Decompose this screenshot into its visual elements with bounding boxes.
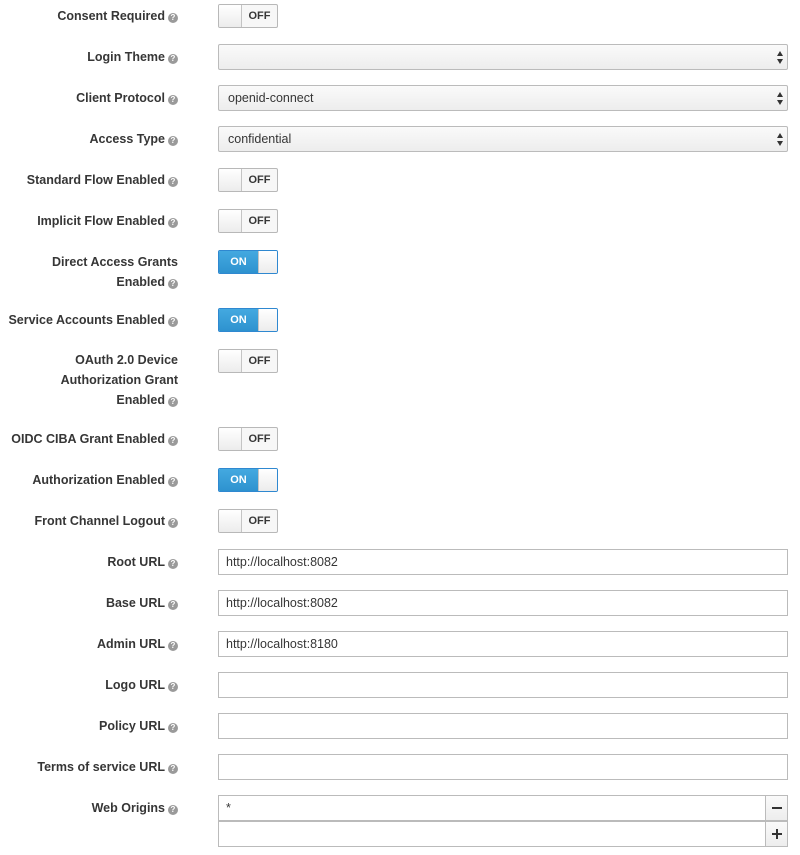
field-label-line2: Authorization Grant <box>60 373 178 387</box>
toggle-knob <box>219 169 242 191</box>
terms-of-service-url-input[interactable] <box>218 754 788 780</box>
add-web-origin-button[interactable] <box>765 821 788 847</box>
toggle-knob <box>219 210 242 232</box>
help-icon[interactable]: ? <box>168 95 178 105</box>
field-label: Policy URL <box>99 719 165 733</box>
toggle-state: ON <box>219 469 258 491</box>
toggle-knob <box>258 309 277 331</box>
field-label: Admin URL <box>96 637 165 651</box>
select-value: confidential <box>228 132 292 146</box>
field-label: Terms of service URL <box>37 760 165 774</box>
select-value: openid-connect <box>228 91 314 105</box>
authorization-enabled-toggle[interactable] <box>218 468 278 492</box>
up-down-caret-icon <box>777 92 783 105</box>
policy-url-input[interactable] <box>218 713 788 739</box>
help-icon[interactable]: ? <box>168 641 178 651</box>
field-label: Client Protocol <box>76 91 165 105</box>
toggle-state: OFF <box>248 433 271 445</box>
field-label-line1: Direct Access Grants <box>52 255 178 269</box>
help-icon[interactable]: ? <box>168 805 178 815</box>
field-label-line3: Enabled <box>116 393 165 407</box>
toggle-state: OFF <box>248 355 271 367</box>
help-icon[interactable]: ? <box>168 559 178 569</box>
help-icon[interactable]: ? <box>168 477 178 487</box>
oidc-ciba-toggle[interactable] <box>218 427 278 451</box>
field-label: Consent Required <box>57 9 165 23</box>
toggle-state: OFF <box>248 174 271 186</box>
help-icon[interactable]: ? <box>168 317 178 327</box>
remove-web-origin-button[interactable] <box>765 795 788 821</box>
standard-flow-toggle[interactable] <box>218 168 278 192</box>
field-label: OIDC CIBA Grant Enabled <box>11 432 165 446</box>
toggle-knob <box>258 251 277 273</box>
consent-required-toggle[interactable] <box>218 4 278 28</box>
field-label: Standard Flow Enabled <box>26 173 165 187</box>
help-icon[interactable]: ? <box>168 518 178 528</box>
field-label: Base URL <box>105 596 165 610</box>
help-icon[interactable]: ? <box>168 13 178 23</box>
toggle-knob <box>219 5 242 27</box>
field-label: Service Accounts Enabled <box>8 313 165 327</box>
web-origin-new-entry <box>218 821 788 847</box>
direct-access-grants-toggle[interactable] <box>218 250 278 274</box>
field-label: Web Origins <box>91 801 165 815</box>
service-accounts-toggle[interactable] <box>218 308 278 332</box>
toggle-state: OFF <box>248 515 271 527</box>
toggle-state: ON <box>219 251 258 273</box>
web-origin-entry <box>218 795 788 821</box>
toggle-state: OFF <box>248 215 271 227</box>
plus-icon <box>772 829 782 839</box>
root-url-input[interactable]: http://localhost:8082 <box>218 549 788 575</box>
toggle-knob <box>219 428 242 450</box>
field-label: Logo URL <box>105 678 165 692</box>
help-icon[interactable]: ? <box>168 54 178 64</box>
help-icon[interactable]: ? <box>168 723 178 733</box>
field-label: Access Type <box>89 132 165 146</box>
client-protocol-select[interactable] <box>218 85 788 111</box>
toggle-knob <box>219 510 242 532</box>
help-icon[interactable]: ? <box>168 218 178 228</box>
help-icon[interactable]: ? <box>168 436 178 446</box>
up-down-caret-icon <box>777 133 783 146</box>
implicit-flow-toggle[interactable] <box>218 209 278 233</box>
new-web-origin-input[interactable] <box>218 821 765 847</box>
field-label: Authorization Enabled <box>32 473 165 487</box>
front-channel-logout-toggle[interactable] <box>218 509 278 533</box>
base-url-input[interactable]: http://localhost:8082 <box>218 590 788 616</box>
access-type-select[interactable] <box>218 126 788 152</box>
toggle-state: OFF <box>248 10 271 22</box>
help-icon[interactable]: ? <box>168 682 178 692</box>
help-icon[interactable]: ? <box>168 600 178 610</box>
field-label: Root URL <box>107 555 165 569</box>
toggle-knob <box>258 469 277 491</box>
help-icon[interactable]: ? <box>168 397 178 407</box>
field-label: Implicit Flow Enabled <box>37 214 165 228</box>
help-icon[interactable]: ? <box>168 177 178 187</box>
logo-url-input[interactable] <box>218 672 788 698</box>
field-label-line2: Enabled <box>116 275 165 289</box>
help-icon[interactable]: ? <box>168 136 178 146</box>
oauth-device-grant-toggle[interactable] <box>218 349 278 373</box>
login-theme-select[interactable] <box>218 44 788 70</box>
admin-url-input[interactable]: http://localhost:8180 <box>218 631 788 657</box>
toggle-state: ON <box>219 309 258 331</box>
web-origin-input[interactable]: * <box>218 795 765 821</box>
help-icon[interactable]: ? <box>168 764 178 774</box>
up-down-caret-icon <box>777 51 783 64</box>
minus-icon <box>772 803 782 813</box>
toggle-knob <box>219 350 242 372</box>
field-label-line1: OAuth 2.0 Device <box>75 353 178 367</box>
field-label: Front Channel Logout <box>34 514 165 528</box>
field-label: Login Theme <box>87 50 165 64</box>
help-icon[interactable]: ? <box>168 279 178 289</box>
